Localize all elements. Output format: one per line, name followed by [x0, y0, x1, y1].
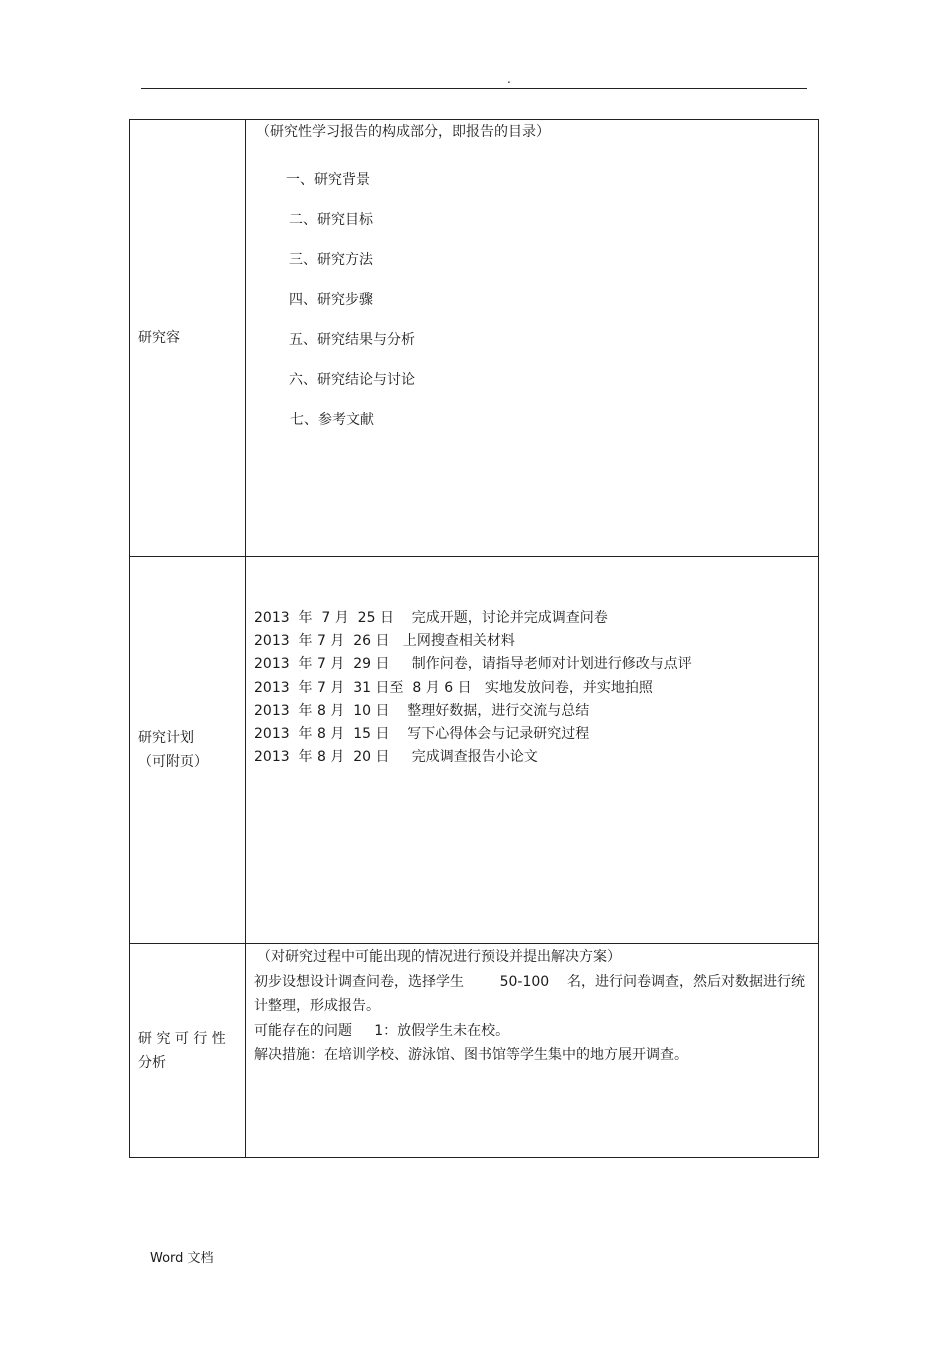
feasibility-label: 研 究 可 行 性	[138, 1030, 226, 1047]
content-label-cell	[130, 120, 246, 557]
plan-list	[254, 607, 692, 769]
feasibility-label-cell	[130, 944, 246, 1158]
plan-label-sub: （可附页）	[138, 754, 208, 770]
header-rule	[141, 88, 807, 89]
feasibility-paragraph: 可能存在的问题 1：放假学生未在校。	[254, 1022, 510, 1039]
table-of-contents	[286, 168, 415, 448]
feasibility-paragraph: 解决措施：在培训学校、游泳馆、图书馆等学生集中的地方展开调查。	[254, 1047, 688, 1063]
toc-item: 三、研究方法	[289, 252, 373, 268]
plan-label-cell	[130, 557, 246, 944]
content-body-cell	[246, 120, 819, 557]
feasibility-row	[130, 944, 819, 1158]
plan-entry: 2013 年 8 月 15 日 写下心得体会与记录研究过程	[254, 725, 590, 742]
feasibility-paragraph: 初步设想设计调查问卷，选择学生 50-100 名，进行问卷调查，然后对数据进行统计整理，形成报告。	[254, 973, 805, 1014]
plan-entry: 2013 年 8 月 20 日 完成调查报告小论文	[254, 749, 538, 766]
research-form-table	[129, 119, 819, 1158]
toc-item: 七、参考文献	[290, 412, 374, 428]
toc-item: 二、研究目标	[289, 212, 373, 228]
feasibility-label-sub: 分析	[138, 1054, 166, 1071]
content-label: 研究容	[138, 330, 180, 346]
toc-item: 一、研究背景	[286, 172, 370, 188]
toc-item: 四、研究步骤	[289, 292, 373, 308]
plan-entry: 2013 年 7 月 31 日至 8 月 6 日 实地发放问卷，并实地拍照	[254, 679, 653, 696]
plan-label: 研究计划	[138, 730, 194, 746]
plan-entry: 2013 年 7 月 29 日 制作问卷，请指导老师对计划进行修改与点评	[254, 656, 692, 673]
footer-label: Word 文档	[150, 1251, 214, 1266]
plan-row	[130, 557, 819, 944]
content-note: （研究性学习报告的构成部分，即报告的目录）	[256, 124, 550, 140]
header-mark: .	[507, 72, 511, 86]
plan-entry: 2013 年 7 月 26 日 上网搜查相关材料	[254, 633, 515, 650]
plan-entry: 2013 年 8 月 10 日 整理好数据，进行交流与总结	[254, 702, 590, 719]
feasibility-note: （对研究过程中可能出现的情况进行预设并提出解决方案）	[257, 949, 621, 965]
plan-body-cell	[246, 557, 819, 944]
toc-item: 五、研究结果与分析	[289, 332, 415, 348]
feasibility-body-cell	[246, 944, 819, 1158]
toc-item: 六、研究结论与讨论	[289, 372, 415, 388]
feasibility-text	[254, 945, 810, 1068]
content-row	[130, 120, 819, 557]
plan-entry: 2013 年 7 月 25 日 完成开题，讨论并完成调查问卷	[254, 610, 608, 626]
